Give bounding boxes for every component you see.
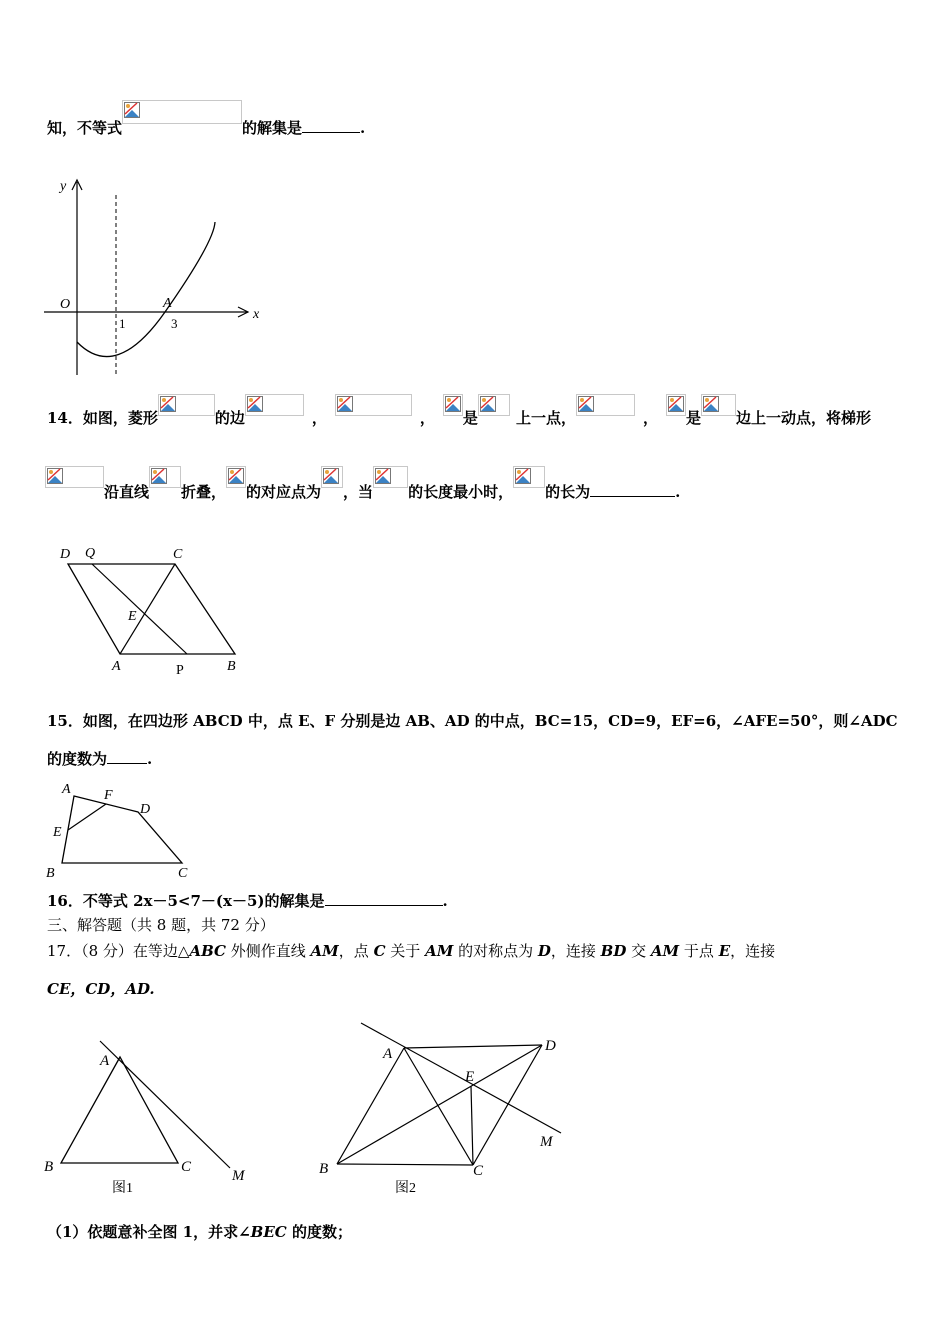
- point-e-label: E: [465, 1069, 475, 1085]
- formula-image: [701, 394, 736, 416]
- formula-image: [122, 100, 242, 124]
- vertex-c-label: C: [473, 1163, 484, 1179]
- vertex-d-label: D: [545, 1038, 556, 1054]
- figure-caption: 图1: [112, 1181, 133, 1196]
- figure-1: [40, 1035, 260, 1200]
- formula-image: [321, 466, 343, 488]
- broken-image-icon: [703, 396, 719, 412]
- formula-image: [666, 394, 686, 416]
- vertex-c-label: C: [181, 1159, 192, 1175]
- vertex-c-label: C: [173, 547, 183, 562]
- broken-image-icon: [445, 396, 461, 412]
- formula-image: [335, 394, 412, 416]
- formula-image: [158, 394, 215, 416]
- broken-image-icon: [151, 468, 167, 484]
- point-a-label: A: [163, 296, 172, 311]
- q15-line1: 15．如图，在四边形 ABCD 中，点 E、F 分别是边 AB、AD 的中点，BC=15，CD=9，EF=6，∠AFE=50°，则∠ADC: [47, 712, 898, 730]
- tick-3: 3: [171, 316, 178, 331]
- broken-image-icon: [228, 468, 244, 484]
- point-e-label: E: [128, 609, 137, 624]
- point-e-label: E: [53, 825, 62, 840]
- answer-blank: [107, 749, 147, 764]
- q15-line2: 的度数为 .: [47, 750, 153, 768]
- q16-line: 16．不等式 2x－5<7－(x－5)的解集是 .: [47, 892, 448, 910]
- line-m-label: M: [232, 1168, 245, 1184]
- formula-image: [513, 466, 545, 488]
- section-heading: 三、解答题（共 8 题，共 72 分）: [47, 916, 275, 934]
- y-axis-label: y: [60, 179, 67, 194]
- broken-image-icon: [480, 396, 496, 412]
- q13-prefix: 知，不等式: [47, 119, 123, 137]
- broken-image-icon: [668, 396, 684, 412]
- origin-label: O: [60, 297, 71, 312]
- tick-1: 1: [119, 316, 126, 331]
- broken-image-icon: [160, 396, 176, 412]
- q13-suffix: 的解集是: [242, 119, 303, 137]
- figure-2: [315, 1015, 575, 1200]
- point-f-label: F: [104, 788, 113, 803]
- broken-image-icon: [247, 396, 263, 412]
- broken-image-icon: [124, 102, 140, 118]
- point-q-label: Q: [85, 546, 96, 561]
- formula-image: [443, 394, 463, 416]
- vertex-d-label: D: [140, 802, 151, 817]
- q17-line2: CE，CD，AD.: [47, 980, 155, 998]
- broken-image-icon: [578, 396, 594, 412]
- broken-image-icon: [323, 468, 339, 484]
- vertex-b-label: B: [319, 1161, 329, 1177]
- formula-image: [226, 466, 246, 488]
- line-m-label: M: [540, 1134, 553, 1150]
- vertex-a-label: A: [112, 659, 121, 674]
- vertex-c-label: C: [178, 866, 188, 880]
- broken-image-icon: [515, 468, 531, 484]
- parabola-graph: [40, 170, 270, 380]
- broken-image-icon: [375, 468, 391, 484]
- vertex-a-label: A: [62, 782, 71, 797]
- q13-line: 知，不等式 的解集是 .: [47, 100, 365, 124]
- q17-line1: 17．（8 分）在等边△ABC 外侧作直线 AM，点 C 关于 AM 的对称点为 D，连接 BD 交 AM 于点 E，连接: [47, 942, 776, 960]
- quadrilateral-figure: [42, 778, 202, 880]
- formula-image: [149, 466, 181, 488]
- q14-line2: 沿直线 折叠， 的对应点为 ，当 的长度最小时， 的长为 .: [45, 466, 680, 488]
- broken-image-icon: [337, 396, 353, 412]
- vertex-a-label: A: [100, 1053, 110, 1069]
- vertex-b-label: B: [227, 659, 236, 674]
- q14-line1: 14．如图，菱形 的边 ， ， 是 上一点， ， 是 边上一动点，将梯形: [47, 394, 871, 416]
- broken-image-icon: [47, 468, 63, 484]
- figure-caption: 图2: [395, 1181, 416, 1196]
- answer-blank: [325, 891, 443, 906]
- rhombus-figure: [55, 540, 255, 685]
- formula-image: [576, 394, 635, 416]
- formula-image: [245, 394, 304, 416]
- formula-image: [373, 466, 408, 488]
- point-p-label: P: [176, 663, 184, 678]
- vertex-d-label: D: [60, 547, 71, 562]
- vertex-b-label: B: [46, 866, 55, 880]
- formula-image: [45, 466, 104, 488]
- vertex-b-label: B: [44, 1159, 54, 1175]
- answer-blank: [590, 482, 675, 497]
- answer-blank: [302, 118, 360, 133]
- formula-image: [478, 394, 510, 416]
- q17-part1: （1）依题意补全图 1，并求∠BEC 的度数；: [47, 1223, 352, 1241]
- x-axis-label: x: [253, 307, 260, 322]
- vertex-a-label: A: [383, 1046, 393, 1062]
